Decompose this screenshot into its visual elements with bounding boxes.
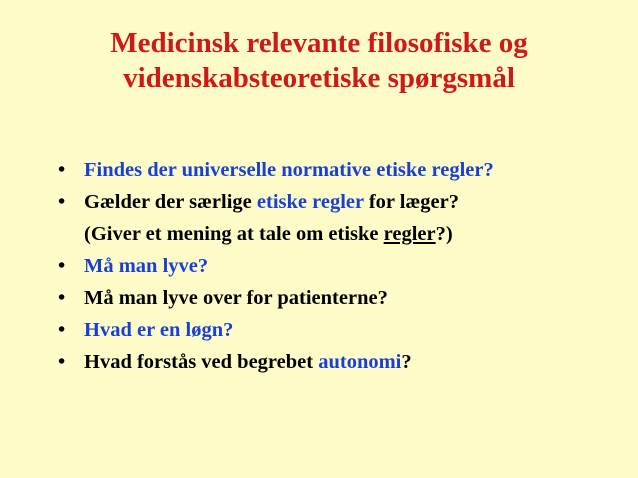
bullet-text: Findes der universelle normative etiske regler? (84, 159, 494, 181)
bullet-dot-icon: • (58, 287, 66, 309)
bullet-dot-icon: • (58, 255, 66, 277)
bullet-item-4 (52, 282, 622, 314)
bullet-item-1 (52, 154, 622, 186)
slide-title (0, 26, 638, 96)
bullet-item-3 (52, 250, 622, 282)
bullet-dot-icon: • (58, 191, 66, 213)
bullet-cont-pre: (Giver et mening at tale om etiske (84, 223, 384, 245)
title-line-2: videnskabsteoretiske spørgsmål (123, 62, 515, 94)
bullet-item-2 (52, 186, 622, 250)
bullet-dot-icon: • (58, 159, 66, 181)
bullet-text-pre: Hvad forstås ved begrebet (84, 351, 319, 373)
bullet-item-5 (52, 314, 622, 346)
bullet-dot-icon: • (58, 319, 66, 341)
bullet-list (52, 154, 622, 378)
bullet-cont-post: ?) (435, 223, 453, 245)
bullet-highlight: etiske regler (256, 191, 364, 213)
title-line-1: Medicinsk relevante filosofiske og (110, 27, 528, 59)
bullet-text: Må man lyve? (84, 255, 209, 277)
bullet-dot-icon: • (58, 351, 66, 373)
bullet-text: Hvad er en løgn? (84, 319, 234, 341)
bullet-continuation (84, 218, 622, 250)
bullet-text-pre: Gælder der særlige (84, 191, 257, 213)
bullet-text-post: ? (401, 351, 412, 373)
bullet-highlight: autonomi (318, 351, 402, 373)
bullet-text: Må man lyve over for patienterne? (84, 287, 388, 309)
bullet-item-6 (52, 346, 622, 378)
bullet-underlined-word: regler (383, 223, 436, 245)
bullet-text-post: for læger? (363, 191, 459, 213)
